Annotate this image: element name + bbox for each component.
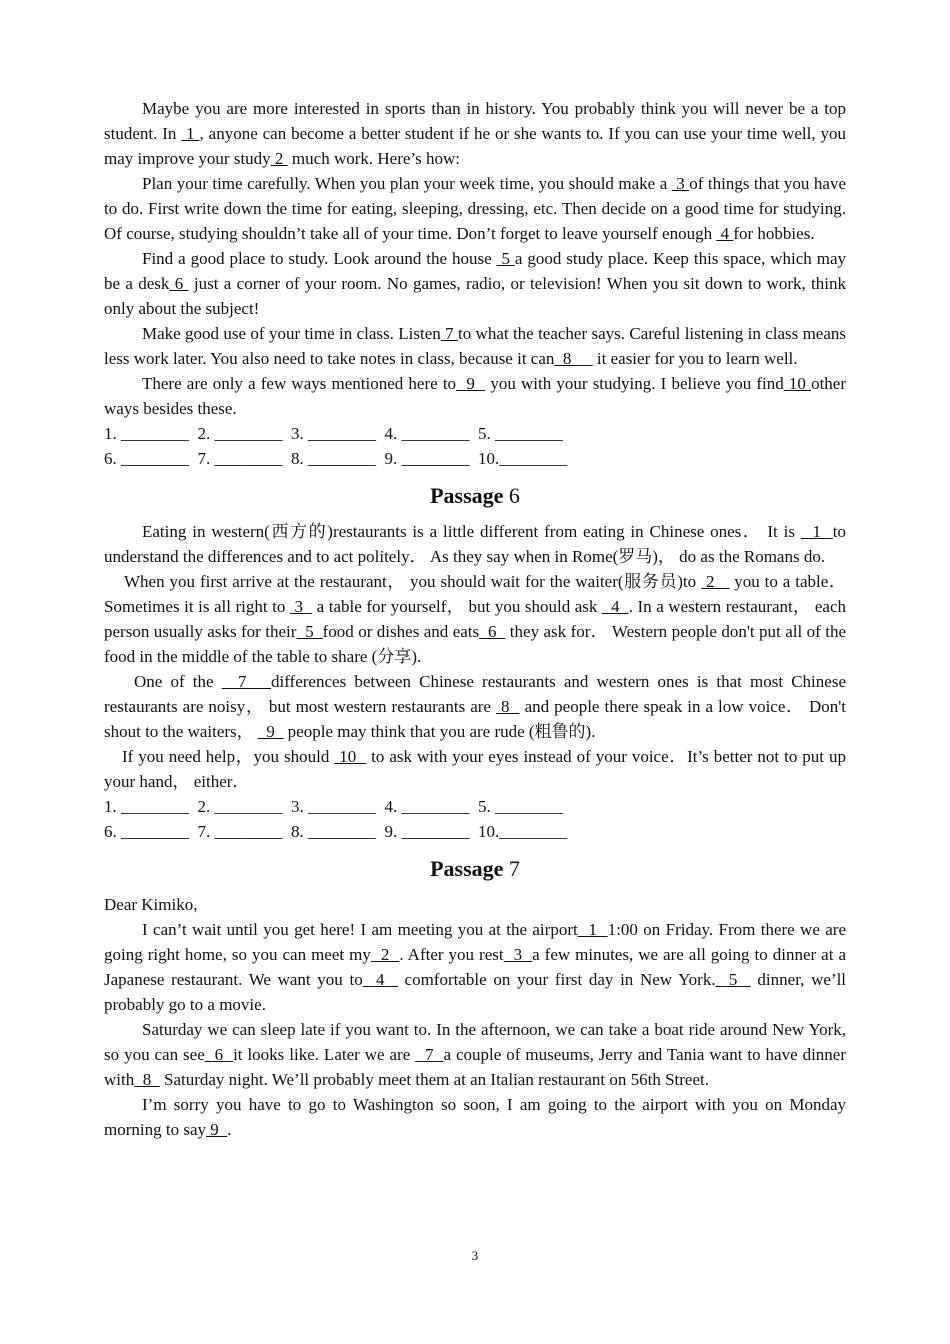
blank-7: 7 xyxy=(415,1045,444,1064)
paragraph: Saturday we can sleep late if you want to. In the afternoon, we can take a boat ride around New York, so you can see 6 it looks like. Later we are 7 a couple of museums, Jerry and Tania want to have dinner with 8 Saturday night. We’ll probably meet them at an Italian restaurant on 56th Street. xyxy=(104,1020,847,1089)
blank-3: 3 xyxy=(289,597,313,616)
blank-5: 5 xyxy=(496,249,515,268)
blank-6: 6 xyxy=(204,1045,234,1064)
paragraph: If you need help，you should 10 to ask with your eyes instead of your voice．It’s better not to put up your hand， either． xyxy=(104,747,846,791)
paragraph: Find a good place to study. Look around the house 5 a good study place. Keep this space, which may be a desk 6 just a corner of your room. No games, radio, or television! When you sit down to work, think only about the subject! xyxy=(104,249,846,318)
blank-9: 9 xyxy=(456,374,486,393)
page-number: 3 xyxy=(471,1248,479,1263)
blank-1: 1 xyxy=(577,920,608,939)
blank-8: 8 xyxy=(554,349,593,368)
paragraph: Eating in western(西方的)restaurants is a little different from eating in Chinese ones． It is 1 to understand the differences and to act politely． As they say when in Rome(罗马)， do as the Romans do. xyxy=(104,522,846,566)
blank-1: 1 xyxy=(181,124,200,143)
blank-1: 1 xyxy=(800,522,833,541)
letter-greeting: Dear Kimiko, xyxy=(104,895,198,914)
blank-7: 7 xyxy=(440,324,458,343)
blank-2: 2 xyxy=(370,945,400,964)
paragraph: When you first arrive at the restaurant， you should wait for the waiter(服务员)to 2 you to a table． Sometimes it is all right to 3 a table for yourself， but you should ask 4 . In a western restaurant， each person usually asks for their 5 food or dishes and eats 6 they ask for． Western people don't put all of the food in the middle of the table to share (分享). xyxy=(104,572,847,666)
blank-5: 5 xyxy=(296,622,323,641)
answer-line[interactable]: 6. ________ 7. ________ 8. ________ 9. ________ 10.________ xyxy=(104,822,568,841)
blank-7: 7 xyxy=(221,672,271,691)
blank-2: 2 xyxy=(701,572,730,591)
blank-10: 10 xyxy=(334,747,367,766)
answer-line[interactable]: 6. ________ 7. ________ 8. ________ 9. ________ 10.________ xyxy=(104,449,568,468)
blank-9: 9 xyxy=(257,722,284,741)
paragraph: I’m sorry you have to go to Washington so soon, I am going to the airport with you on Monday morning to say 9 . xyxy=(104,1095,846,1139)
passage-title: Passage 6 xyxy=(430,483,520,508)
blank-6: 6 xyxy=(479,622,506,641)
paragraph: I can’t wait until you get here! I am meeting you at the airport 1 1:00 on Friday. From there we are going right home, so you can meet my 2 . After you rest 3 a few minutes, we are all going to dinner at a Japanese restaurant. We want you to 4 comfortable on your first day in New York. 5 dinner, we’ll probably go to a movie. xyxy=(104,920,847,1014)
blank-6: 6 xyxy=(169,274,189,293)
blank-2: 2 xyxy=(270,149,288,168)
blank-8: 8 xyxy=(134,1070,160,1089)
passage-title: Passage 7 xyxy=(430,856,520,881)
blank-10: 10 xyxy=(783,374,812,393)
blank-9: 9 xyxy=(206,1120,228,1139)
blank-3: 3 xyxy=(671,174,690,193)
document-body xyxy=(104,96,846,1142)
paragraph: One of the 7 differences between Chinese restaurants and western ones is that most Chinese restaurants are noisy， but most western restaurants are 8 and people there speak in a low voice． Don't shout to the waiters， 9 people may think that you are rude (粗鲁的). xyxy=(104,672,847,741)
blank-5: 5 xyxy=(715,970,751,989)
paragraph: Make good use of your time in class. Listen 7 to what the teacher says. Careful listening in class means less work later. You also need to take notes in class, because it can 8 it easier for you to learn well. xyxy=(104,324,847,368)
paragraph: There are only a few ways mentioned here to 9 you with your studying. I believe you find 10 other ways besides these. xyxy=(104,374,847,418)
paragraph: Maybe you are more interested in sports than in history. You probably think you will never be a top student. In 1 , anyone can become a better student if he or she wants to. If you can use your time well, you may improve your study 2 much work. Here’s how: xyxy=(104,99,847,168)
paragraph: Plan your time carefully. When you plan your week time, you should make a 3 of things that you have to do. First write down the time for eating, sleeping, dressing, etc. Then decide on a good time for studying. Of course, studying shouldn’t take all of your time. Don’t forget to leave yourself enough 4 for hobbies. xyxy=(104,174,846,243)
blank-4: 4 xyxy=(601,597,629,616)
answer-line[interactable]: 1. ________ 2. ________ 3. ________ 4. ________ 5. ________ xyxy=(104,424,563,443)
blank-4: 4 xyxy=(362,970,398,989)
blank-3: 3 xyxy=(503,945,533,964)
blank-8: 8 xyxy=(496,697,520,716)
blank-4: 4 xyxy=(716,224,734,243)
answer-line[interactable]: 1. ________ 2. ________ 3. ________ 4. ________ 5. ________ xyxy=(104,797,563,816)
